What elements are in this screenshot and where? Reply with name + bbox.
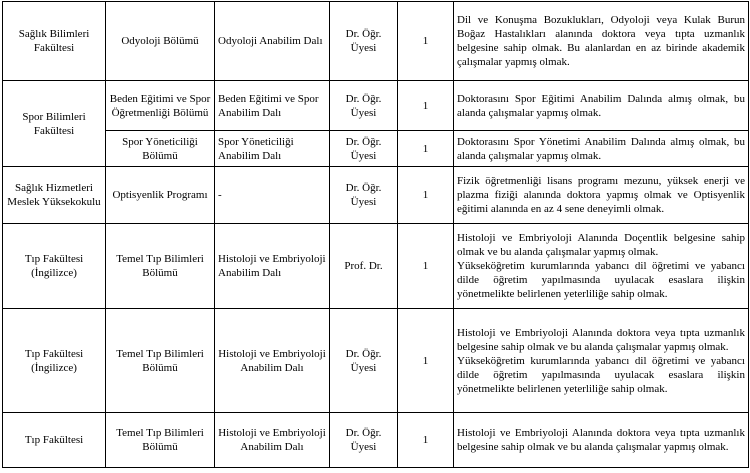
count-cell: 1 [398,413,454,468]
title-cell: Dr. Öğr. Üyesi [330,167,398,224]
count-cell: 1 [398,224,454,309]
count-cell: 1 [398,309,454,413]
count-cell: 1 [398,2,454,81]
count-cell: 1 [398,81,454,131]
requirements-cell: Dil ve Konuşma Bozuklukları, Odyoloji veya Kulak Burun Boğaz Hastalıkları alanında doktora veya tıpta uzmanlık belgesine sahip olmak. Bu alanlardan en az birinde akademik çalışmalar yapmış olmak. [454,2,749,81]
table-row [3,167,749,224]
table-row [3,131,749,167]
faculty-cell: Tıp Fakültesi (İngilizce) [3,224,106,309]
faculty-cell: Tıp Fakültesi (İngilizce) [3,309,106,413]
requirements-paragraph: Histoloji ve Embriyoloji Alanında doktora veya tıpta uzmanlık belgesine sahip olmak ve bu alanda çalışmalar yapmış olmak. [457,326,745,353]
title-cell: Dr. Öğr. Üyesi [330,309,398,413]
count-cell: 1 [398,167,454,224]
department-cell: Beden Eğitimi ve Spor Öğretmenliği Bölümü [106,81,215,131]
table-row [3,2,749,81]
division-cell: Histoloji ve Embriyoloji Anabilim Dalı [215,309,330,413]
requirements-cell: Doktorasını Spor Eğitimi Anabilim Dalında almış olmak, bu alanda çalışmalar yapmış olmak. [454,81,749,131]
division-cell: Beden Eğitimi ve Spor Anabilim Dalı [215,81,330,131]
title-cell: Prof. Dr. [330,224,398,309]
table-row [3,81,749,131]
faculty-cell: Sağlık Hizmetleri Meslek Yüksekokulu [3,167,106,224]
requirements-cell: Histoloji ve Embriyoloji Alanında doktora veya tıpta uzmanlık belgesine sahip olmak ve bu alanda çalışmalar yapmış olmak. [454,413,749,468]
division-cell: Histoloji ve Embriyoloji Anabilim Dalı [215,413,330,468]
requirements-cell [454,224,749,309]
requirements-paragraph: Histoloji ve Embriyoloji Alanında Doçentlik belgesine sahip olmak ve bu alanda çalışmalar yapmış olmak. [457,232,745,258]
department-cell: Odyoloji Bölümü [106,2,215,81]
requirements-paragraph: Yükseköğretim kurumlarında yabancı dil öğretimi ve yabancı dilde öğretim yapılmasında uyulacak esaslara ilişkin yönetmelikte belirlenen yeterliliğe sahip olmak. [457,260,745,300]
faculty-cell: Spor Bilimleri Fakültesi [3,81,106,167]
department-cell: Temel Tıp Bilimleri Bölümü [106,309,215,413]
title-cell: Dr. Öğr. Üyesi [330,413,398,468]
division-cell: - [215,167,330,224]
department-cell: Optisyenlik Programı [106,167,215,224]
requirements-cell [454,309,749,413]
requirements-paragraph: Yükseköğretim kurumlarında yabancı dil öğretimi ve yabancı dilde öğretim yapılmasında uyulacak esaslara ilişkin yönetmelikte belirlenen yeterliliğe sahip olmak. [457,354,745,395]
faculty-cell: Tıp Fakültesi [3,413,106,468]
count-cell: 1 [398,131,454,167]
table-row [3,224,749,309]
title-cell: Dr. Öğr. Üyesi [330,81,398,131]
department-cell: Temel Tıp Bilimleri Bölümü [106,224,215,309]
title-cell: Dr. Öğr. Üyesi [330,2,398,81]
title-cell: Dr. Öğr. Üyesi [330,131,398,167]
faculty-cell: Sağlık Bilimleri Fakültesi [3,2,106,81]
division-cell: Histoloji ve Embriyoloji Anabilim Dalı [215,224,330,309]
division-cell: Spor Yöneticiliği Anabilim Dalı [215,131,330,167]
table-row [3,309,749,413]
division-cell: Odyoloji Anabilim Dalı [215,2,330,81]
department-cell: Temel Tıp Bilimleri Bölümü [106,413,215,468]
table-row [3,413,749,468]
requirements-cell: Fizik öğretmenliği lisans programı mezunu, yüksek enerji ve plazma fiziği alanında doktora yapmış olmak ve Optisyenlik eğitimi alanında en az 4 sene deneyimli olmak. [454,167,749,224]
requirements-cell: Doktorasını Spor Yönetimi Anabilim Dalında almış olmak, bu alanda çalışmalar yapmış olmak. [454,131,749,167]
positions-table [2,1,749,468]
department-cell: Spor Yöneticiliği Bölümü [106,131,215,167]
